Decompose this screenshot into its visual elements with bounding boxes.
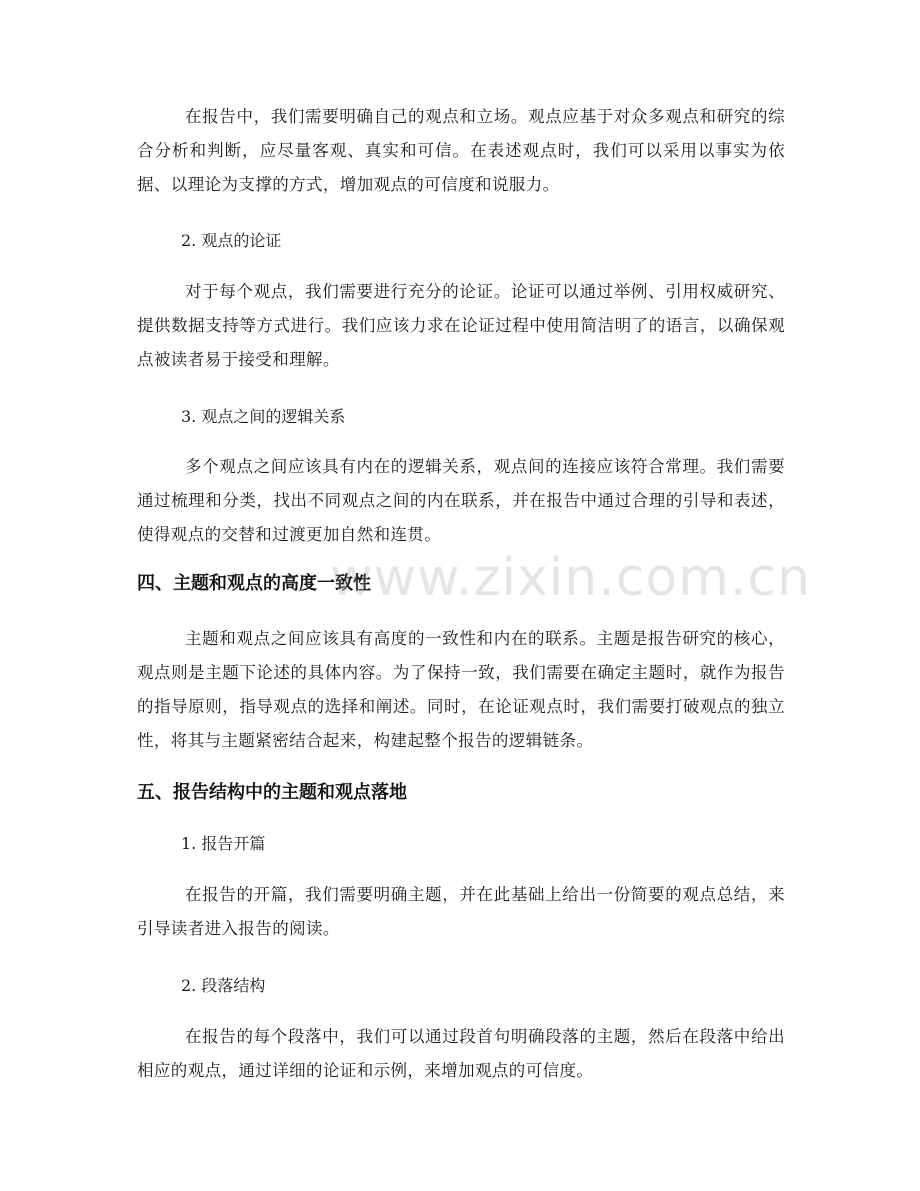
- watermark: www.zixin.com.cn: [330, 548, 811, 608]
- paragraph-opening: 在报告的开篇，我们需要明确主题，并在此基础上给出一份简要的观点总结，来引导读者进入报告的阅读。: [137, 885, 785, 938]
- section-heading-consistency: 四、主题和观点的高度一致性: [137, 573, 371, 594]
- paragraph-consistency: 主题和观点之间应该具有高度的一致性和内在的联系。主题是报告研究的核心，观点则是主题下论述的具体内容。为了保持一致，我们需要在确定主题时，就作为报告的指导原则，指导观点的选择和阐述。同时，在论证观点时，我们需要打破观点的独立性，将其与主题紧密结合起来，构建起整个报告的逻辑链条。: [137, 629, 785, 750]
- paragraph-logical-relations: 多个观点之间应该具有内在的逻辑关系，观点间的连接应该符合常理。我们需要通过梳理和分类，找出不同观点之间的内在联系，并在报告中通过合理的引导和表述，使得观点的交替和过渡更加自然和连贯。: [137, 457, 785, 544]
- paragraph-intro: 在报告中，我们需要明确自己的观点和立场。观点应基于对众多观点和研究的综合分析和判断，应尽量客观、真实和可信。在表述观点时，我们可以采用以事实为依据、以理论为支撑的方式，增加观点的可信度和说服力。: [137, 107, 785, 194]
- section-heading-structure: 五、报告结构中的主题和观点落地: [137, 782, 407, 803]
- subheading-logical-relations: 3. 观点之间的逻辑关系: [181, 407, 346, 426]
- subheading-paragraph-structure: 2. 段落结构: [181, 976, 266, 995]
- subheading-opening: 1. 报告开篇: [181, 834, 266, 853]
- paragraph-argumentation: 对于每个观点，我们需要进行充分的论证。论证可以通过举例、引用权威研究、提供数据支持等方式进行。我们应该力求在论证过程中使用简洁明了的语言，以确保观点被读者易于接受和理解。: [137, 282, 785, 369]
- paragraph-paragraph-structure: 在报告的每个段落中，我们可以通过段首句明确段落的主题，然后在段落中给出相应的观点，通过详细的论证和示例，来增加观点的可信度。: [137, 1027, 785, 1080]
- subheading-argumentation: 2. 观点的论证: [181, 231, 282, 250]
